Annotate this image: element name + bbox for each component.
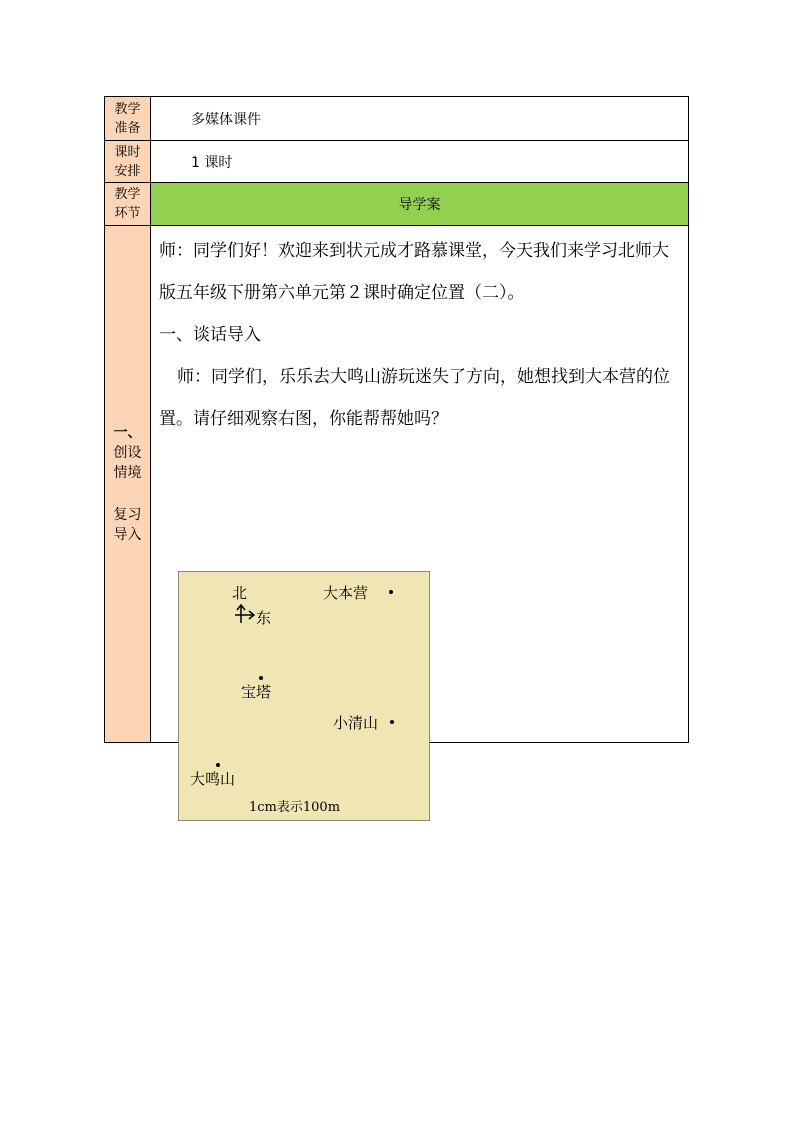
stage-label-cell (105, 226, 151, 742)
camp-label: 大本营 (323, 584, 369, 602)
stage-subtitle: 复习导入 (113, 507, 142, 543)
row-teaching-prep (105, 97, 688, 140)
location-map (178, 571, 430, 821)
section-heading: 一、谈话导入 (159, 325, 261, 345)
row-label: 课时安排 (114, 144, 141, 179)
row-class-hours (105, 140, 688, 182)
compass-arrow-icon (233, 603, 257, 625)
teacher-greeting: 师：同学们好！欢迎来到状元成才路慕课堂，今天我们来学习北师大版五年级下册第六单元第２课时确定位置（二）。 (159, 241, 669, 303)
row-label: 教学准备 (114, 101, 141, 136)
row-value-cell (151, 97, 688, 140)
row-label: 教学环节 (114, 187, 141, 221)
teacher-question: 师：同学们，乐乐去大鸣山游玩迷失了方向，她想找到大本营的位置。请仔细观察右图，你能帮帮她吗？ (159, 367, 670, 429)
scale-label: 1cm表示100m (249, 800, 341, 815)
pagoda-point (259, 676, 263, 680)
stage-number: 一、 (113, 425, 142, 441)
lesson-plan-table (104, 96, 689, 815)
row-value-cell (151, 141, 688, 182)
stage-title: 创设情境 (113, 445, 142, 481)
camp-point (389, 590, 393, 594)
section-header: 导学案 (398, 197, 441, 213)
east-label: 东 (256, 609, 272, 627)
row-label-cell (105, 97, 151, 140)
row-value: 1 课时 (191, 154, 233, 171)
row-teaching-stage (105, 182, 688, 225)
pagoda-label: 宝塔 (241, 683, 272, 701)
row-lesson-body (105, 225, 688, 815)
xiaoqing-point (390, 720, 394, 724)
row-value: 多媒体课件 (191, 111, 261, 128)
row-label-cell (105, 141, 151, 182)
section-header-cell (151, 183, 688, 225)
daming-point (216, 763, 220, 767)
lesson-content-cell (151, 226, 688, 815)
xiaoqing-label: 小清山 (333, 714, 379, 732)
row-label-cell (105, 183, 151, 225)
north-label: 北 (232, 584, 248, 602)
daming-label: 大鸣山 (190, 770, 236, 788)
lesson-content (159, 230, 684, 440)
